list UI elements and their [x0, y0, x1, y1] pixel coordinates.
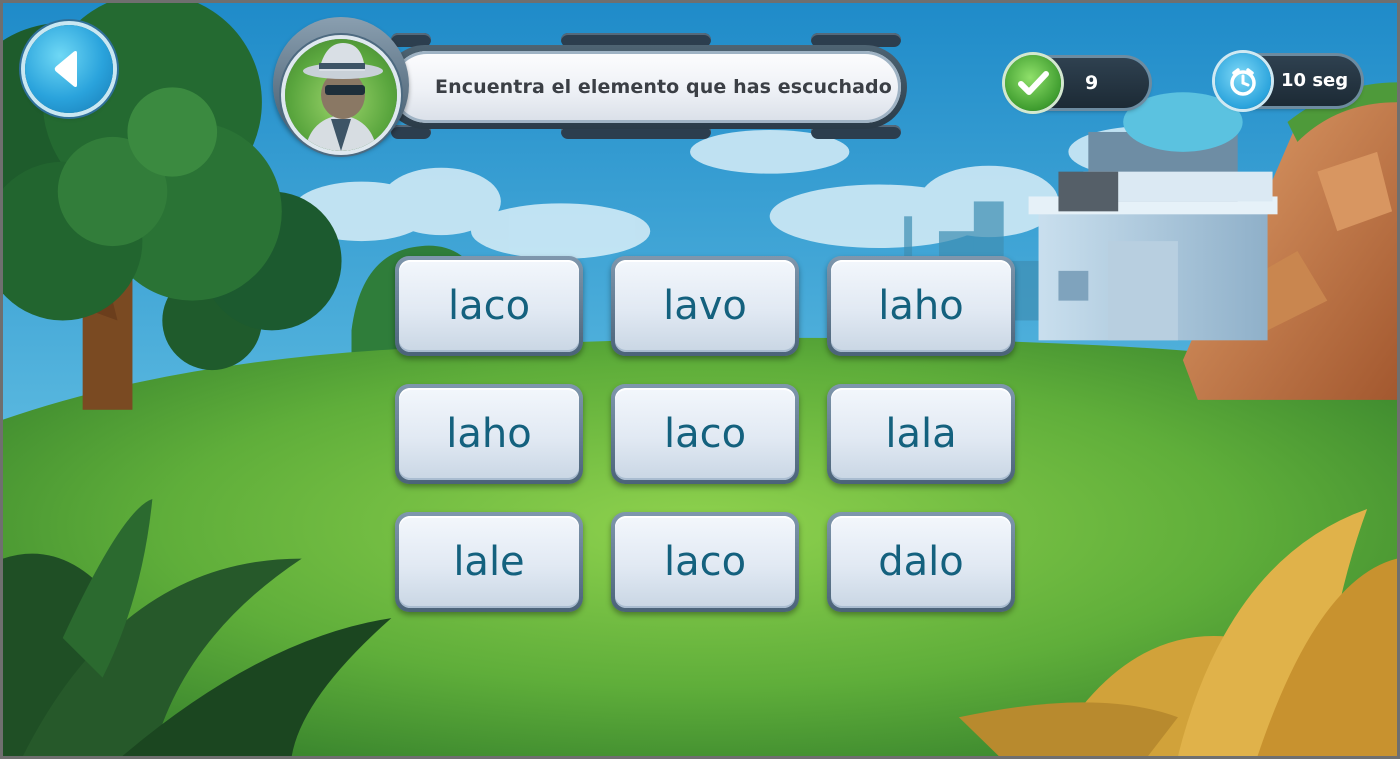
answer-option[interactable] [395, 384, 583, 484]
score-value: 9 [1085, 72, 1099, 94]
answer-word: lale [453, 539, 525, 585]
timer-counter [1217, 56, 1361, 106]
back-button[interactable] [25, 25, 113, 113]
answer-word: laco [447, 283, 531, 329]
answer-option[interactable] [395, 256, 583, 356]
answer-option[interactable] [611, 512, 799, 612]
answer-option[interactable] [827, 256, 1015, 356]
answer-grid [395, 256, 1019, 614]
answer-option[interactable] [611, 384, 799, 484]
avatar-frame [273, 17, 409, 153]
answer-word: lala [885, 411, 957, 457]
answer-option[interactable] [611, 256, 799, 356]
answer-word: dalo [878, 539, 964, 585]
checkmark-icon [1013, 63, 1053, 103]
answer-word: lavo [663, 283, 747, 329]
back-arrow-icon [47, 47, 91, 91]
stopwatch-icon [1223, 61, 1263, 101]
answer-option[interactable] [395, 512, 583, 612]
detective-avatar [285, 39, 397, 151]
score-badge [1005, 55, 1061, 111]
instruction-banner [271, 7, 911, 155]
detective-icon [285, 39, 397, 151]
score-counter [1007, 58, 1149, 108]
instruction-box [391, 51, 901, 123]
instruction-text: Encuentra el elemento que has escuchado [435, 76, 892, 98]
timer-value: 10 seg [1281, 70, 1349, 91]
answer-option[interactable] [827, 384, 1015, 484]
answer-option[interactable] [827, 512, 1015, 612]
answer-word: laco [663, 539, 747, 585]
answer-word: laho [878, 283, 964, 329]
timer-badge [1215, 53, 1271, 109]
answer-word: laho [446, 411, 532, 457]
answer-word: laco [663, 411, 747, 457]
